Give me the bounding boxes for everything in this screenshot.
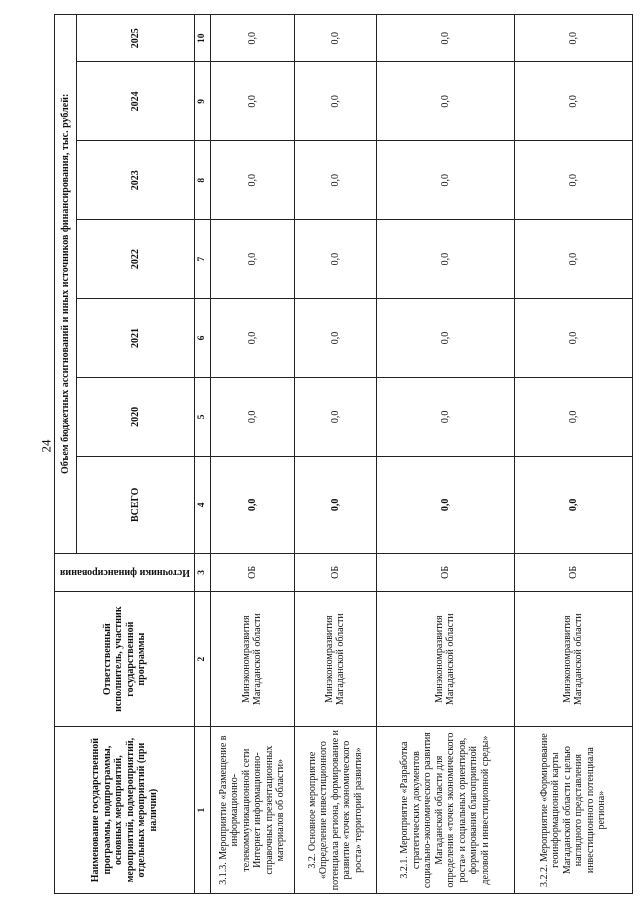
row-name: 3.2.1. Мероприятие «Разработка стратегических документов социально-экономического развития Магаданской области для определения «точек экономического роста» и социальных ориентиров, формирования благоприятной деловой и инвестиционной среды» [376,727,514,894]
table-row [376,15,514,894]
header-financing: Объем бюджетных ассигнований и иных источников финансирования, тыс. рублей: [55,15,77,554]
header-year-2020: 2020 [77,377,195,456]
row-value: 0,0 [210,299,294,378]
row-name: 3.2. Основное мероприятие «Определение инвестиционного потенциала региона, формирование и развитие «точек экономического роста» территорий развития» [294,727,376,894]
row-value: 0,0 [294,299,376,378]
col-number: 3 [195,553,211,591]
row-value: 0,0 [294,220,376,299]
row-value: 0,0 [514,220,632,299]
header-year-2024: 2024 [77,62,195,141]
rotated-table-container [54,14,630,894]
header-year-2025: 2025 [77,15,195,62]
row-value: 0,0 [210,377,294,456]
header-year-total: ВСЕГО [77,456,195,553]
row-value: 0,0 [294,15,376,62]
col-number: 9 [195,62,211,141]
row-value-total: 0,0 [514,456,632,553]
col-number: 7 [195,220,211,299]
col-number: 1 [195,727,211,894]
row-source: ОБ [514,553,632,591]
row-executor: Минэкономразвития Магаданской области [376,592,514,727]
col-number: 8 [195,141,211,220]
row-source: ОБ [210,553,294,591]
row-value: 0,0 [210,141,294,220]
header-executor: Ответственный исполнитель, участник государственной программы [55,592,195,727]
row-value-total: 0,0 [376,456,514,553]
table-row [514,15,632,894]
col-number: 2 [195,592,211,727]
row-value-total: 0,0 [294,456,376,553]
row-value: 0,0 [294,141,376,220]
row-value: 0,0 [294,62,376,141]
row-source: ОБ [294,553,376,591]
row-name: 3.1.3. Мероприятие «Размещение в информационно-телекоммуникационной сети Интернет информационно-справочных презентационных материалов об области» [210,727,294,894]
row-value: 0,0 [210,62,294,141]
row-value: 0,0 [514,377,632,456]
table-row [210,15,294,894]
row-value: 0,0 [514,62,632,141]
row-executor: Минэкономразвития Магаданской области [294,592,376,727]
row-executor: Минэкономразвития Магаданской области [514,592,632,727]
row-value: 0,0 [376,141,514,220]
header-year-2022: 2022 [77,220,195,299]
col-number: 10 [195,15,211,62]
row-value: 0,0 [376,377,514,456]
header-name: Наименование государственной программы, подпрограммы, основных мероприятий, мероприятий, подмероприятий, отдельных мероприятий (при наличии) [55,727,195,894]
row-value-total: 0,0 [210,456,294,553]
table-frame [54,14,630,894]
row-value: 0,0 [514,15,632,62]
row-value: 0,0 [376,15,514,62]
row-source: ОБ [376,553,514,591]
row-value: 0,0 [514,299,632,378]
row-value: 0,0 [376,62,514,141]
header-source: Источники финансирования [55,553,195,591]
row-executor: Минэкономразвития Магаданской области [210,592,294,727]
col-number: 4 [195,456,211,553]
row-value: 0,0 [210,15,294,62]
row-value: 0,0 [376,220,514,299]
col-number: 6 [195,299,211,378]
table-row [294,15,376,894]
col-number: 5 [195,377,211,456]
page-number: 24 [38,439,54,453]
header-year-2023: 2023 [77,141,195,220]
row-value: 0,0 [514,141,632,220]
row-name: 3.2.2. Мероприятие «Формирование геоинформационной карты Магаданской области с целью наглядного представления инвестиционного потенциала региона» [514,727,632,894]
header-year-2021: 2021 [77,299,195,378]
row-value: 0,0 [376,299,514,378]
row-value: 0,0 [294,377,376,456]
financing-table [54,14,633,894]
row-value: 0,0 [210,220,294,299]
